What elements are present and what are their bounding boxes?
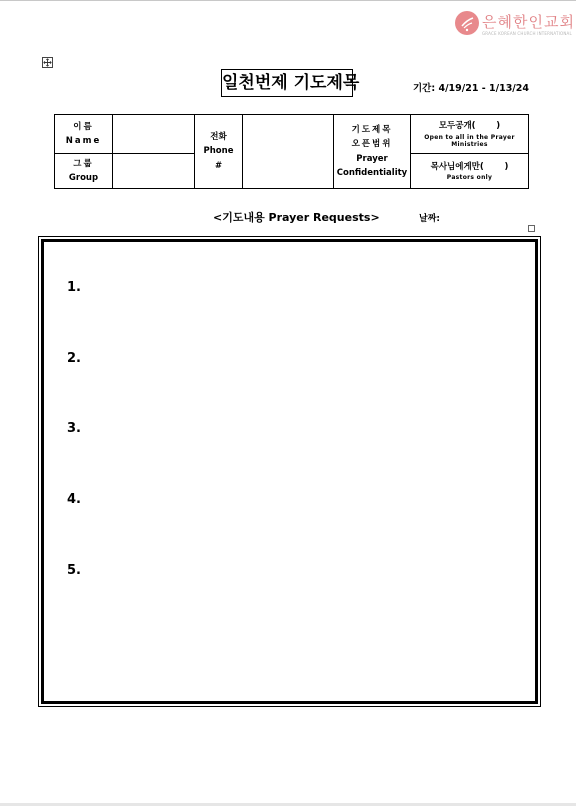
phone-label-en: Phone: [203, 146, 234, 157]
period-range: 기간: 4/19/21 - 1/13/24: [413, 83, 529, 94]
phone-label-hash: #: [214, 160, 223, 171]
group-label-cell: [55, 154, 113, 189]
prayer-requests-heading: <기도내용 Prayer Requests>: [213, 211, 380, 224]
option-public-cell[interactable]: [411, 115, 529, 154]
option-public-label: 모두공개( ): [438, 121, 501, 132]
group-field[interactable]: [113, 154, 195, 189]
date-label: 날짜:: [419, 214, 440, 224]
name-label-en: Name: [65, 136, 102, 146]
scope-label-line4: Confidentiality: [336, 167, 408, 178]
request-item-3: 3.: [67, 421, 81, 436]
request-item-1: 1.: [67, 280, 81, 295]
table-move-handle-icon[interactable]: [42, 57, 53, 68]
request-item-2: 2.: [67, 351, 81, 366]
group-label-ko: 그룹: [73, 158, 94, 169]
request-item-5: 5.: [67, 563, 81, 578]
scope-label-line3: Prayer: [356, 153, 388, 164]
logo-name: 은혜한인교회: [482, 13, 575, 31]
option-pastors-label: 목사님에게만( ): [430, 162, 509, 173]
scope-label-line1: 기도제목: [351, 124, 393, 135]
request-item-4: 4.: [67, 492, 81, 507]
name-label-ko: 이름: [73, 121, 94, 132]
phone-label-cell: [195, 115, 243, 189]
option-public-desc: Open to all in the Prayer Ministries: [424, 133, 515, 149]
logo-emblem-icon: [455, 11, 479, 35]
option-pastors-desc: Pastors only: [446, 174, 493, 182]
scope-label-line2: 오픈범위: [351, 139, 393, 150]
church-logo: [455, 11, 575, 41]
option-pastors-cell[interactable]: [411, 154, 529, 189]
phone-field[interactable]: [243, 115, 334, 189]
prayer-requests-frame[interactable]: [41, 239, 538, 704]
group-label-en: Group: [68, 173, 99, 183]
page-top-edge: [0, 0, 576, 1]
name-label-cell: [55, 115, 113, 154]
page-title: 일천번제 기도제목: [221, 69, 353, 97]
scope-label-cell: [334, 115, 411, 189]
name-field[interactable]: [113, 115, 195, 154]
phone-label-ko: 전화: [210, 131, 227, 142]
anchor-marker-icon: [528, 225, 535, 232]
logo-subtitle: GRACE KOREAN CHURCH INTERNATIONAL: [482, 31, 572, 36]
info-form-table: [54, 114, 529, 189]
